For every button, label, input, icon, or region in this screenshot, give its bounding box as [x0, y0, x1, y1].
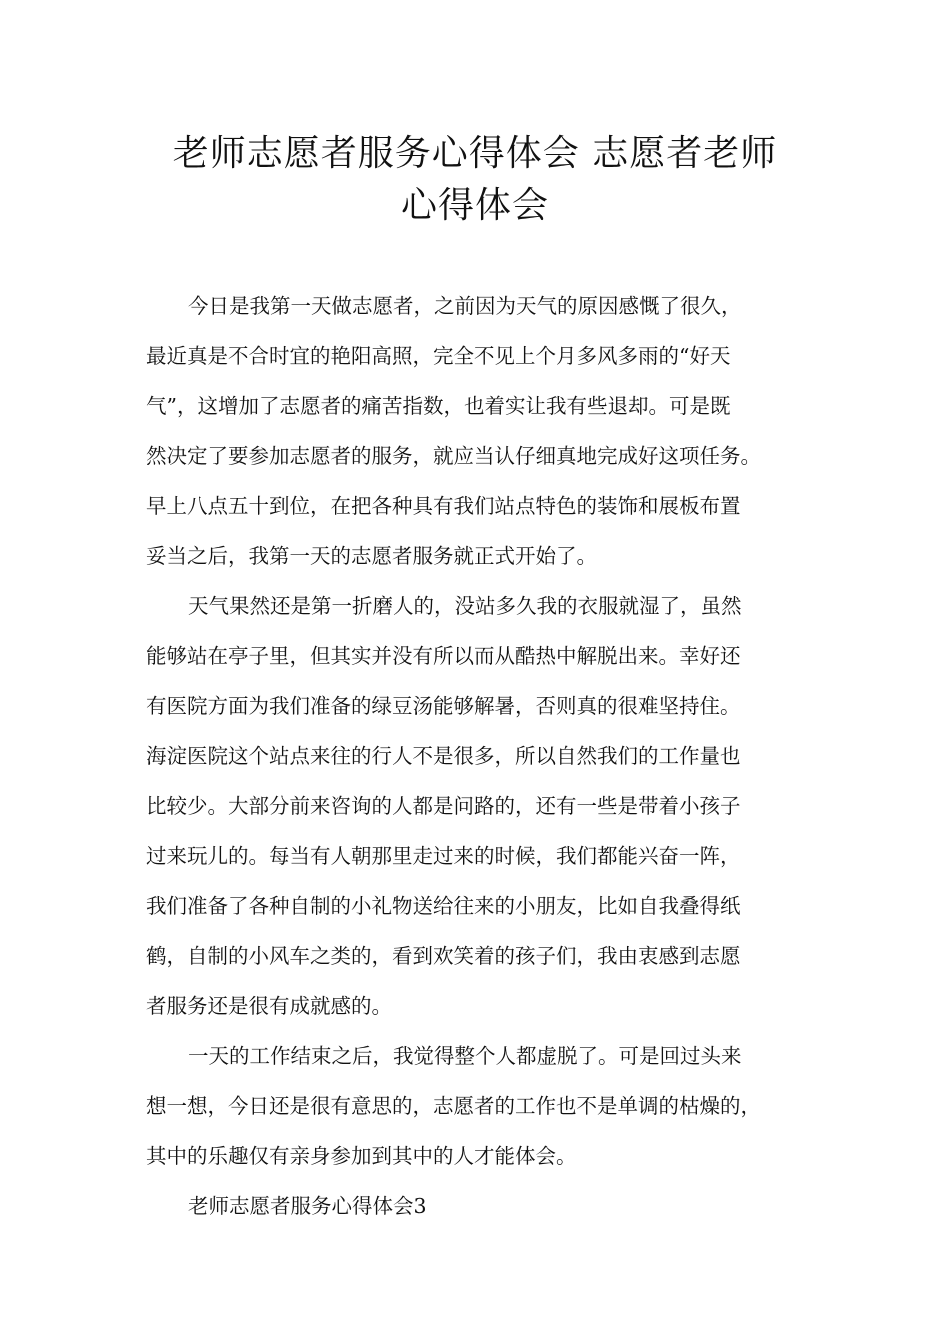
text-line: 想一想，今日还是很有意思的，志愿者的工作也不是单调的枯燥的，: [146, 1094, 761, 1118]
title-line-2: 心得体会: [400, 185, 549, 226]
paragraph-1: [146, 281, 826, 581]
text-line: 一天的工作结束之后，我觉得整个人都虚脱了。可是回过头来: [188, 1044, 742, 1068]
document-title: [100, 128, 850, 232]
text-line: 然决定了要参加志愿者的服务，就应当认仔细真地完成好这项任务。: [146, 444, 761, 468]
text-line: 能够站在亭子里，但其实并没有所以而从酷热中解脱出来。幸好还: [146, 644, 741, 668]
section-heading-text: 老师志愿者服务心得体会3: [188, 1194, 427, 1218]
text-line: 今日是我第一天做志愿者，之前因为天气的原因感慨了很久，: [188, 294, 742, 318]
text-line: 气”，这增加了志愿者的痛苦指数，也着实让我有些退却。可是既: [146, 394, 731, 418]
text-line: 有医院方面为我们准备的绿豆汤能够解暑，否则真的很难坚持住。: [146, 694, 741, 718]
text-line: 其中的乐趣仅有亲身参加到其中的人才能体会。: [146, 1144, 577, 1168]
text-line: 天气果然还是第一折磨人的，没站多久我的衣服就湿了，虽然: [188, 594, 742, 618]
text-line: 过来玩儿的。每当有人朝那里走过来的时候，我们都能兴奋一阵，: [146, 844, 741, 868]
paragraph-2: [146, 581, 826, 1031]
text-line: 比较少。大部分前来咨询的人都是问路的，还有一些是带着小孩子: [146, 794, 741, 818]
text-line: 我们准备了各种自制的小礼物送给往来的小朋友，比如自我叠得纸: [146, 894, 741, 918]
document-body: [146, 281, 826, 1231]
title-line-1: 老师志愿者服务心得体会 志愿者老师: [172, 133, 778, 174]
text-line: 最近真是不合时宜的艳阳高照，完全不见上个月多风多雨的“好天: [146, 344, 731, 368]
text-line: 妥当之后，我第一天的志愿者服务就正式开始了。: [146, 544, 597, 568]
text-line: 者服务还是很有成就感的。: [146, 994, 392, 1018]
paragraph-3: [146, 1031, 826, 1181]
section-heading: [146, 1181, 826, 1231]
text-line: 鹤，自制的小风车之类的，看到欢笑着的孩子们，我由衷感到志愿: [146, 944, 741, 968]
text-line: 早上八点五十到位，在把各种具有我们站点特色的装饰和展板布置: [146, 494, 741, 518]
text-line: 海淀医院这个站点来往的行人不是很多，所以自然我们的工作量也: [146, 744, 741, 768]
